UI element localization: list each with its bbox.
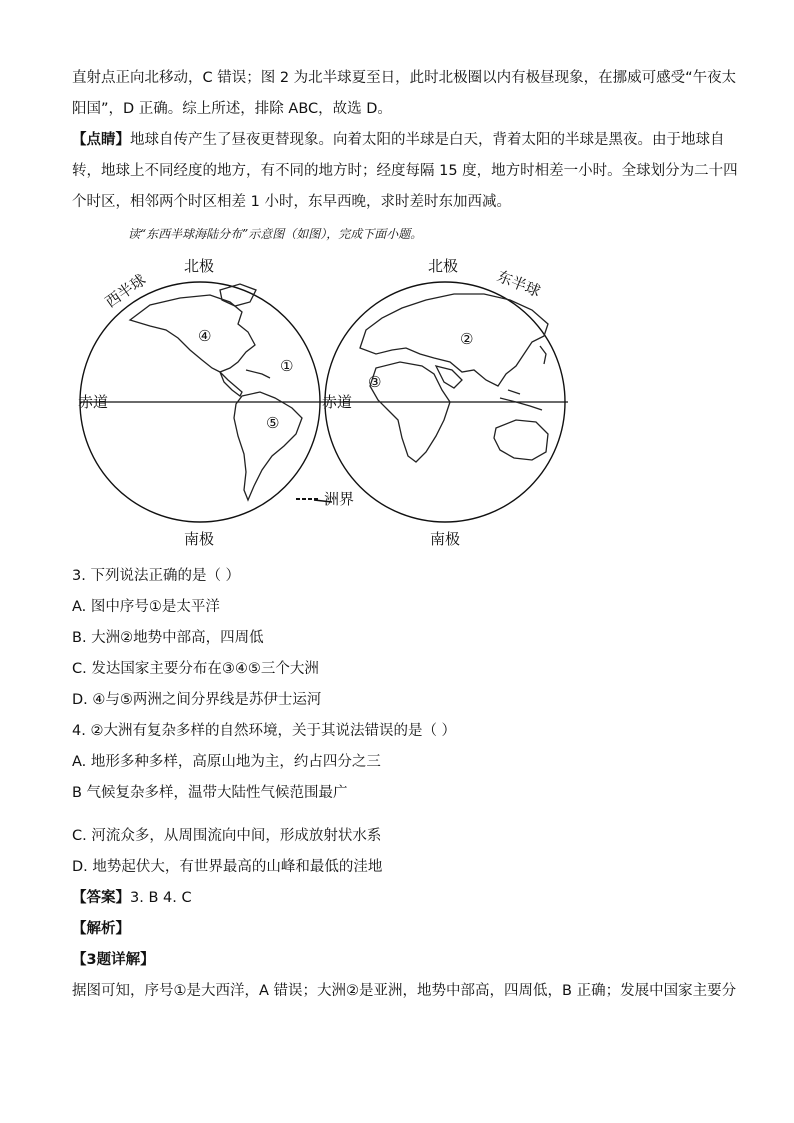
islands-outline	[500, 390, 542, 410]
marker-5: ⑤	[266, 414, 280, 432]
marker-3: ③	[368, 373, 382, 391]
q4-option-d: D. 地势起伏大，有世界最高的山峰和最低的洼地	[72, 859, 383, 875]
tip-text-line: 个时区，相邻两个时区相差 1 小时，东早西晚，求时差时东加西减。	[72, 194, 511, 210]
legend	[296, 490, 354, 508]
q3-option-c: C. 发达国家主要分布在③④⑤三个大洲	[72, 661, 319, 677]
q3-option-a: A. 图中序号①是太平洋	[72, 599, 220, 615]
answer-text: 3. B 4. C	[130, 890, 192, 906]
analysis-heading: 【解析】	[72, 921, 130, 937]
north-pole-label-west: 北极	[184, 257, 215, 275]
answer-heading: 【答案】	[72, 890, 130, 906]
north-america-outline	[130, 295, 255, 372]
answer-line	[72, 888, 192, 908]
q3-option-d: D. ④与⑤两洲之间分界线是苏伊士运河	[72, 692, 322, 708]
central-america-outline	[220, 372, 242, 396]
japan-outline	[540, 346, 546, 364]
q4-option-c: C. 河流众多，从周围流向中间，形成放射状水系	[72, 828, 382, 844]
tip-text-line: 转，地球上不同经度的地方，有不同的地方时；经度每隔 15 度，地方时相差一小时。全球划分为二十四	[72, 163, 738, 179]
equator-label-east: 赤道	[322, 393, 353, 411]
tip-heading: 【点睛】	[72, 132, 130, 148]
south-america-outline	[234, 392, 302, 500]
marker-2: ②	[460, 330, 474, 348]
western-hemisphere-label: 西半球	[101, 270, 150, 312]
caribbean-outline	[246, 370, 270, 378]
eastern-hemisphere-label: 东半球	[494, 267, 543, 301]
q3-option-b: B. 大洲②地势中部高，四周低	[72, 630, 264, 646]
legend-label: 洲界	[324, 490, 355, 508]
north-pole-label-east: 北极	[428, 257, 459, 275]
hemisphere-map	[70, 250, 570, 550]
australia-outline	[494, 420, 548, 460]
detail-heading: 【3题详解】	[72, 952, 155, 968]
prev-text-line: 直射点正向北移动，C 错误；图 2 为北半球夏至日，此时北极圈以内有极昼现象，在挪威可感受“午夜太	[72, 70, 737, 86]
q4-option-a: A. 地形多种多样，高原山地为主，约占四分之三	[72, 754, 381, 770]
greenland-outline	[220, 284, 256, 306]
q3-stem: 3. 下列说法正确的是（ ）	[72, 568, 241, 584]
q4-stem: 4. ②大洲有复杂多样的自然环境，关于其说法错误的是（ ）	[72, 723, 457, 739]
tip-text: 地球自传产生了昼夜更替现象。向着太阳的半球是白天，背着太阳的半球是黑夜。由于地球自	[130, 132, 725, 148]
detail-text: 据图可知，序号①是大西洋，A 错误；大洲②是亚洲，地势中部高，四周低，B 正确；发展中国家主要分	[72, 983, 737, 999]
south-pole-label-west: 南极	[184, 530, 215, 548]
map-intro: 读“东西半球海陆分布”示意图（如图），完成下面小题。	[128, 227, 423, 241]
prev-text-line: 阳国”，D 正确。综上所述，排除 ABC，故选 D。	[72, 101, 392, 117]
marker-4: ④	[198, 327, 212, 345]
africa-outline	[370, 362, 450, 462]
south-pole-label-east: 南极	[430, 530, 461, 548]
marker-1: ①	[280, 357, 294, 375]
tip-paragraph	[72, 130, 725, 150]
q4-option-b: B 气候复杂多样，温带大陆性气候范围最广	[72, 785, 348, 801]
equator-label-west: 赤道	[78, 393, 109, 411]
